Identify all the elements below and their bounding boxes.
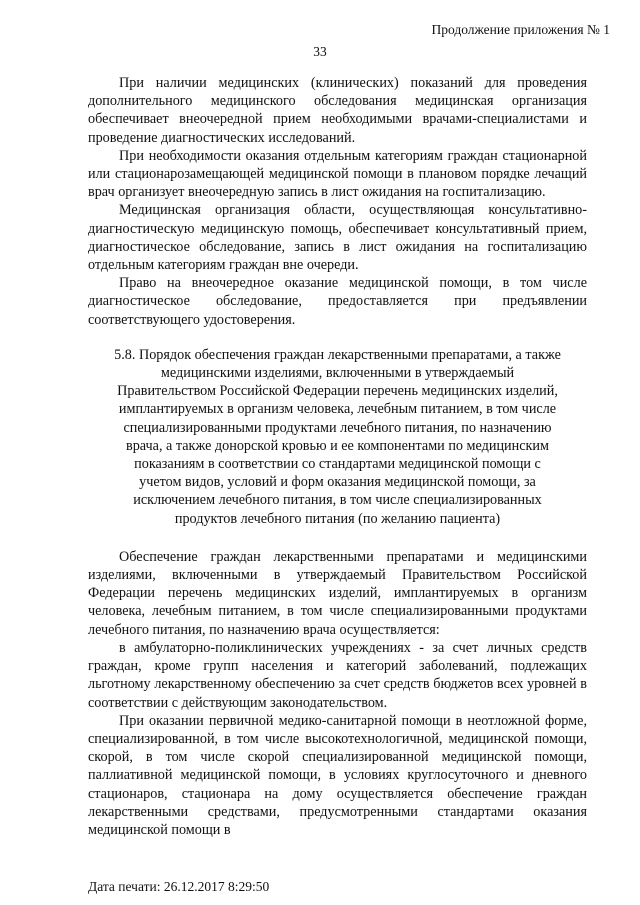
paragraph-inpatient-waitlist: При необходимости оказания отдельным категориям граждан стационарной или стационарозамещающей медицинской помощи в плановом порядке лечащий врач организует внеочередную запись в лист ожидания на госпитализацию. (88, 147, 587, 201)
paragraph-emergency-provision: При оказании первичной медико-санитарной помощи в неотложной форме, специализированной, в том числе высокотехнологичной, медицинской помощи, скорой, в том числе скорой специализированной медицинской помощи, паллиативной медицинской помощи, в условиях круглосуточного и дневного стационаров, стационара на дому осуществляется обеспечение граждан лекарственными средствами, предусмотренными стандартами оказания медицинской помощи в (88, 712, 587, 838)
paragraph-additional-examination: При наличии медицинских (клинических) показаний для проведения дополнительного медицинского обследования медицинская организация обеспечивает внеочередной прием необходимыми врачами-специалистами и проведение диагностических исследований. (88, 75, 587, 146)
page-number: 33 (313, 44, 327, 59)
paragraph-provision-intro: Обеспечение граждан лекарственными препаратами и медицинскими изделиями, включенными в утверждаемый Правительством Российской Федерации перечень медицинских изделий, имплантируемых в организм человека, лечебным питанием, в том числе специализированными продуктами лечебного питания, по назначению врача осуществляется: (88, 548, 587, 638)
paragraph-outpatient-provision: в амбулаторно-поликлинических учреждениях - за счет личных средств граждан, кроме групп населения и категорий заболеваний, подлежащих льготному лекарственному обеспечению за счет средств бюджетов всех уровней в соответствии с действующим законодательством. (88, 639, 587, 711)
print-date: Дата печати: 26.12.2017 8:29:50 (88, 879, 270, 894)
paragraph-priority-right: Право на внеочередное оказание медицинской помощи, в том числе диагностическое обследование, предоставляется при предъявлении соответствующего удостоверения. (88, 275, 587, 328)
document-body (88, 74, 587, 839)
section-heading-5-8: 5.8. Порядок обеспечения граждан лекарственными препаратами, а также медицинскими изделиями, включенными в утверждаемый Правительством Российской Федерации перечень медицинских изделий, имплантируемых в организм человека, лечебным питанием, в том числе специализированными продуктами лечебного питания, по назначению врача, а также донорской кровью и ее компонентами по медицинским показаниям в соответствии со стандартами медицинской помощи с учетом видов, условий и форм оказания медицинской помощи, за исключением лечебного питания, в том числе специализированных продуктов лечебного питания (по желанию пациента) (114, 346, 561, 527)
paragraph-consultative-care: Медицинская организация области, осуществляющая консультативно-диагностическую медицинскую помощь, обеспечивает консультативный прием, диагностическое обследование, запись в лист ожидания на госпитализацию отдельным категориям граждан вне очереди. (88, 202, 587, 274)
appendix-continuation-label: Продолжение приложения № 1 (431, 22, 610, 37)
